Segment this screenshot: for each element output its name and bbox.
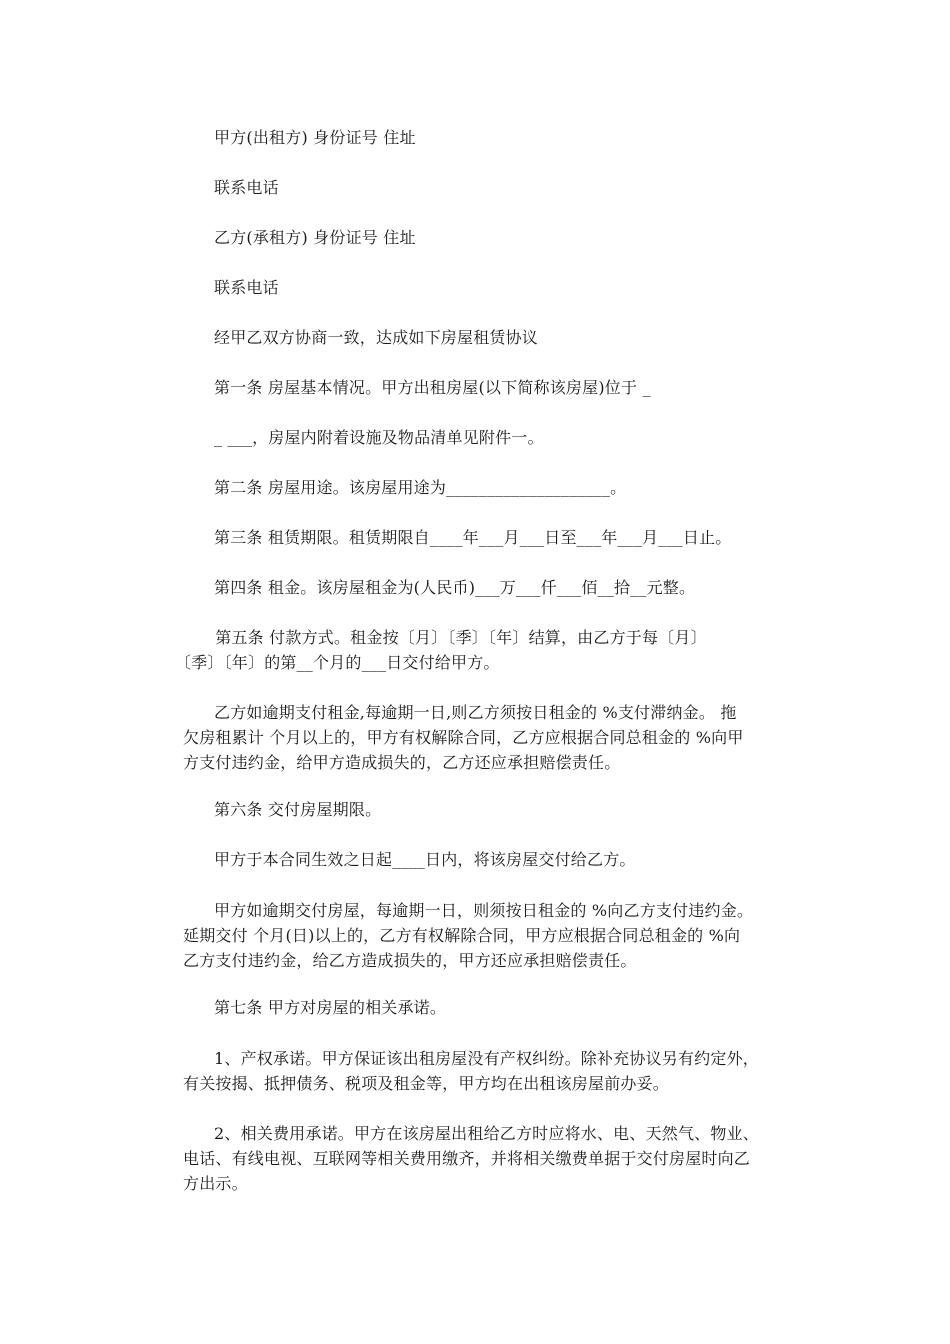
article-7-item-2-line-1: 2、相关费用承诺。甲方在该房屋出租给乙方时应将水、电、天然气、物业、	[214, 1124, 759, 1143]
party-a-info: 甲方(出租方) 身份证号 住址	[214, 128, 416, 147]
agreement-intro: 经甲乙双方协商一致，达成如下房屋租赁协议	[214, 328, 539, 347]
article-7-item-1-line-1: 1、产权承诺。甲方保证该出租房屋没有产权纠纷。除补充协议另有约定外，	[214, 1049, 759, 1068]
party-b-info: 乙方(承租方) 身份证号 住址	[214, 228, 416, 247]
article-6: 第六条 交付房屋期限。	[214, 800, 382, 819]
article-6-penalty-line-1: 甲方如逾期交付房屋，每逾期一日，则须按日租金的 %向乙方支付违约金。	[214, 901, 754, 920]
article-6-penalty-line-2: 延期交付 个月(日)以上的，乙方有权解除合同，甲方应根据合同总租金的 %向	[183, 926, 741, 945]
article-6-delivery: 甲方于本合同生效之日起____日内，将该房屋交付给乙方。	[214, 850, 636, 869]
article-7: 第七条 甲方对房屋的相关承诺。	[214, 998, 447, 1017]
article-5-line-2: 〔季〕〔年〕的第__个月的___日交付给甲方。	[175, 653, 500, 672]
article-5-penalty-paragraph	[183, 700, 744, 775]
article-6-penalty-paragraph	[183, 898, 754, 973]
article-5-penalty-line-1: 乙方如逾期支付租金,每逾期一日,则乙方须按日租金的 %支付滞纳金。 拖	[214, 703, 737, 722]
article-5-penalty-line-2: 欠房租累计 个月以上的，甲方有权解除合同，乙方应根据合同总租金的 %向甲	[183, 728, 744, 747]
article-7-item-2-line-3: 方出示。	[183, 1174, 248, 1193]
article-7-item-1-line-2: 有关按揭、抵押债务、税项及租金等，甲方均在出租该房屋前办妥。	[183, 1074, 670, 1093]
article-7-item-2-paragraph	[183, 1121, 759, 1196]
article-5-paragraph	[175, 625, 707, 675]
article-1-line-2: _ ___，房屋内附着设施及物品清单见附件一。	[214, 428, 544, 447]
article-5-line-1: 第五条 付款方式。租金按〔月〕〔季〕〔年〕结算，由乙方于每〔月〕	[210, 628, 707, 647]
article-5-penalty-line-3: 方支付违约金，给甲方造成损失的，乙方还应承担赔偿责任。	[183, 753, 621, 772]
article-1-line-1: 第一条 房屋基本情况。甲方出租房屋(以下简称该房屋)位于 _	[214, 378, 651, 397]
article-7-item-2-line-2: 电话、有线电视、互联网等相关费用缴齐，并将相关缴费单据于交付房屋时向乙	[183, 1149, 751, 1168]
party-a-phone: 联系电话	[214, 178, 279, 197]
article-4: 第四条 租金。该房屋租金为(人民币)___万___仟___佰__拾__元整。	[214, 578, 696, 597]
article-6-penalty-line-3: 乙方支付违约金，给乙方造成损失的，甲方还应承担赔偿责任。	[183, 951, 637, 970]
article-7-item-1-paragraph	[183, 1046, 759, 1096]
article-2: 第二条 房屋用途。该房屋用途为____________________。	[214, 478, 627, 497]
party-b-phone: 联系电话	[214, 278, 279, 297]
article-3: 第三条 租赁期限。租赁期限自____年___月___日至___年___月___日止。	[214, 528, 732, 547]
